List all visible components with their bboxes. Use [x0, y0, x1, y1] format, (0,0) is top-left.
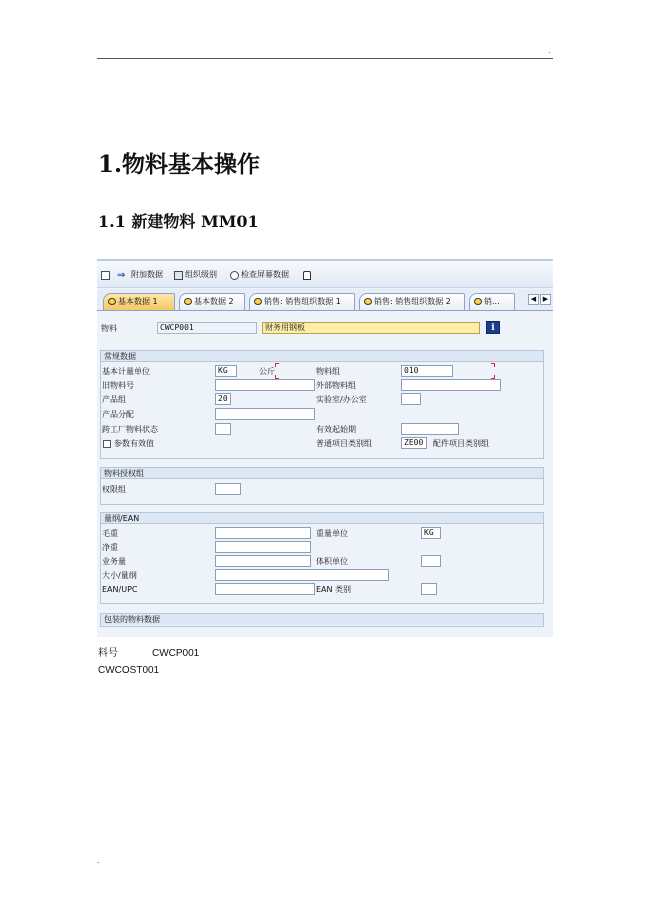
general-data-title: 常规数据 — [101, 351, 543, 362]
size-dim-field[interactable] — [215, 569, 389, 581]
material-group-field[interactable]: 010 — [401, 365, 453, 377]
material-label: 物料 — [101, 324, 117, 333]
auth-group-label: 权限组 — [102, 485, 126, 494]
sap-screenshot — [97, 259, 553, 637]
base-uom-field[interactable]: KG — [215, 365, 237, 377]
gen-item-cat-text: 配件项目类别组 — [433, 439, 489, 448]
lock-icon — [303, 271, 311, 280]
tab-scroll-left-button[interactable]: ◀ — [528, 294, 539, 305]
tab-status-icon — [108, 298, 116, 305]
packaging-title: 包装的物料数据 — [101, 614, 543, 625]
division-field[interactable]: 20 — [215, 393, 231, 405]
check-screen-data-label: 检查屏幕数据 — [241, 270, 289, 279]
material-group-label: 物料组 — [316, 367, 340, 376]
material-description-field[interactable]: 财务用钢板 — [262, 322, 480, 334]
tab-strip — [97, 289, 553, 311]
tab-status-icon — [474, 298, 482, 305]
tab-sales-more[interactable] — [469, 293, 515, 310]
tab-basic-data-1[interactable] — [103, 293, 175, 310]
additional-data-label: 附加数据 — [131, 270, 163, 279]
volume-unit-field[interactable] — [421, 555, 441, 567]
org-levels-label: 组织级别 — [185, 270, 217, 279]
assign-effect-checkbox[interactable] — [103, 440, 111, 448]
body-line-2: CWCOST001 — [98, 665, 160, 676]
net-weight-label: 净重 — [102, 543, 118, 552]
auth-group-field[interactable] — [215, 483, 241, 495]
footer-mark: . — [97, 856, 100, 865]
valid-from-label: 有效起始期 — [316, 425, 356, 434]
tab-label: 销售: 销售组织数据 1 — [264, 297, 341, 306]
ean-upc-label: EAN/UPC — [102, 585, 138, 594]
tab-status-icon — [184, 298, 192, 305]
document-icon — [101, 271, 110, 280]
heading-2: 1.1 新建物料 MM01 — [98, 212, 259, 231]
packaging-group — [100, 613, 544, 627]
net-weight-field[interactable] — [215, 541, 311, 553]
ean-upc-field[interactable] — [215, 583, 315, 595]
header-rule — [97, 58, 553, 59]
volume-unit-label: 体积单位 — [316, 557, 348, 566]
product-allocation-field[interactable] — [215, 408, 315, 420]
material-number-field[interactable]: CWCP001 — [157, 322, 257, 334]
volume-label: 业务量 — [102, 557, 126, 566]
tab-status-icon — [364, 298, 372, 305]
gen-item-cat-label: 普通项目类别组 — [316, 439, 372, 448]
tab-basic-data-2[interactable] — [179, 293, 245, 310]
assign-effect-label: 参数有效值 — [114, 439, 154, 448]
tab-label: 销售: 销售组织数据 2 — [374, 297, 451, 306]
x-plant-status-field[interactable] — [215, 423, 231, 435]
x-plant-status-label: 跨工厂物料状态 — [102, 425, 158, 434]
other-material-button[interactable] — [101, 269, 112, 281]
product-allocation-label: 产品分配 — [102, 410, 134, 419]
frame-corner — [491, 363, 495, 367]
auth-group — [100, 467, 544, 505]
lock-button[interactable] — [303, 269, 313, 281]
body-line-1 — [98, 647, 199, 661]
lab-office-field[interactable] — [401, 393, 421, 405]
check-icon — [230, 271, 239, 280]
dimensions-title: 量纲/EAN — [101, 513, 543, 524]
tab-label: 基本数据 1 — [118, 297, 158, 306]
ean-category-field[interactable] — [421, 583, 437, 595]
gen-item-cat-field[interactable]: ZE00 — [401, 437, 427, 449]
tab-label: 基本数据 2 — [194, 297, 234, 306]
part-number-value: CWCP001 — [152, 648, 200, 659]
heading-1: 1.物料基本操作 — [98, 151, 261, 178]
tab-sales-org-1[interactable] — [249, 293, 355, 310]
frame-corner — [275, 363, 279, 367]
org-structure-icon — [174, 271, 183, 280]
ext-material-group-label: 外部物料组 — [316, 381, 356, 390]
org-levels-button[interactable] — [174, 269, 217, 281]
tab-scroll-right-button[interactable]: ▶ — [540, 294, 551, 305]
division-label: 产品组 — [102, 395, 126, 404]
weight-unit-field[interactable]: KG — [421, 527, 441, 539]
ean-category-label: EAN 类别 — [316, 585, 352, 594]
part-number-label: 料号 — [98, 648, 118, 659]
base-uom-label: 基本计量单位 — [102, 367, 150, 376]
check-screen-data-button[interactable] — [230, 269, 289, 281]
old-material-label: 旧物料号 — [102, 381, 134, 390]
base-uom-text: 公斤 — [259, 367, 275, 376]
tab-sales-org-2[interactable] — [359, 293, 465, 310]
info-icon[interactable]: i — [486, 321, 500, 334]
auth-group-title: 物料授权组 — [101, 468, 543, 479]
size-dim-label: 大小/量纲 — [102, 571, 137, 580]
sap-toolbar — [97, 261, 553, 288]
ext-material-group-field[interactable] — [401, 379, 501, 391]
tab-status-icon — [254, 298, 262, 305]
volume-field[interactable] — [215, 555, 311, 567]
arrow-right-icon: ⇒ — [117, 269, 126, 281]
lab-office-label: 实验室/办公室 — [316, 395, 367, 404]
tab-label: 销... — [484, 297, 500, 306]
gross-weight-field[interactable] — [215, 527, 311, 539]
additional-data-button[interactable] — [117, 269, 163, 281]
valid-from-field[interactable] — [401, 423, 459, 435]
header-mark: . — [548, 46, 551, 55]
gross-weight-label: 毛重 — [102, 529, 118, 538]
weight-unit-label: 重量单位 — [316, 529, 348, 538]
old-material-field[interactable] — [215, 379, 315, 391]
